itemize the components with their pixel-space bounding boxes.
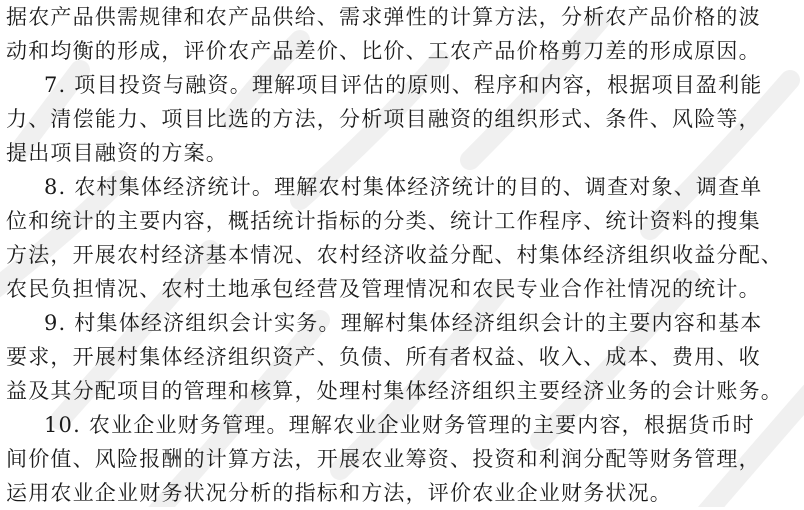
item-9-line: 9. 村集体经济组织会计实务。理解村集体经济组织会计的主要内容和基本 bbox=[44, 311, 763, 335]
item-8-line: 位和统计的主要内容，概括统计指标的分类、统计工作程序、统计资料的搜集 bbox=[6, 209, 761, 233]
item-8-line: 8. 农村集体经济统计。理解农村集体经济统计的目的、调查对象、调查单 bbox=[44, 175, 763, 199]
text-line: 动和均衡的形成，评价农产品差价、比价、工农产品价格剪刀差的形成原因。 bbox=[6, 39, 761, 63]
item-9-line: 要求，开展村集体经济组织资产、负债、所有者权益、收入、成本、费用、收 bbox=[6, 345, 761, 369]
item-10-line: 间价值、风险报酬的计算方法，开展农业筹资、投资和利润分配等财务管理， bbox=[6, 447, 761, 471]
item-8-line: 方法，开展农村经济基本情况、农村经济收益分配、村集体经济组织收益分配、 bbox=[6, 243, 783, 267]
document-body bbox=[6, 0, 798, 510]
item-10-line: 运用农业企业财务状况分析的指标和方法，评价农业企业财务状况。 bbox=[6, 481, 672, 505]
item-7-line: 提出项目融资的方案。 bbox=[6, 141, 228, 165]
item-7-line: 力、清偿能力、项目比选的方法，分析项目融资的组织形式、条件、风险等， bbox=[6, 107, 761, 131]
item-7-line: 7. 项目投资与融资。理解项目评估的原则、程序和内容，根据项目盈利能 bbox=[44, 73, 763, 97]
item-10-line: 10. 农业企业财务管理。理解农业企业财务管理的主要内容，根据货币时 bbox=[44, 413, 755, 437]
item-9-line: 益及其分配项目的管理和核算，处理村集体经济组织主要经济业务的会计账务。 bbox=[6, 379, 783, 403]
item-8-line: 农民负担情况、农村土地承包经营及管理情况和农民专业合作社情况的统计。 bbox=[6, 277, 761, 301]
text-line: 据农产品供需规律和农产品供给、需求弹性的计算方法，分析农产品价格的波 bbox=[6, 5, 761, 29]
